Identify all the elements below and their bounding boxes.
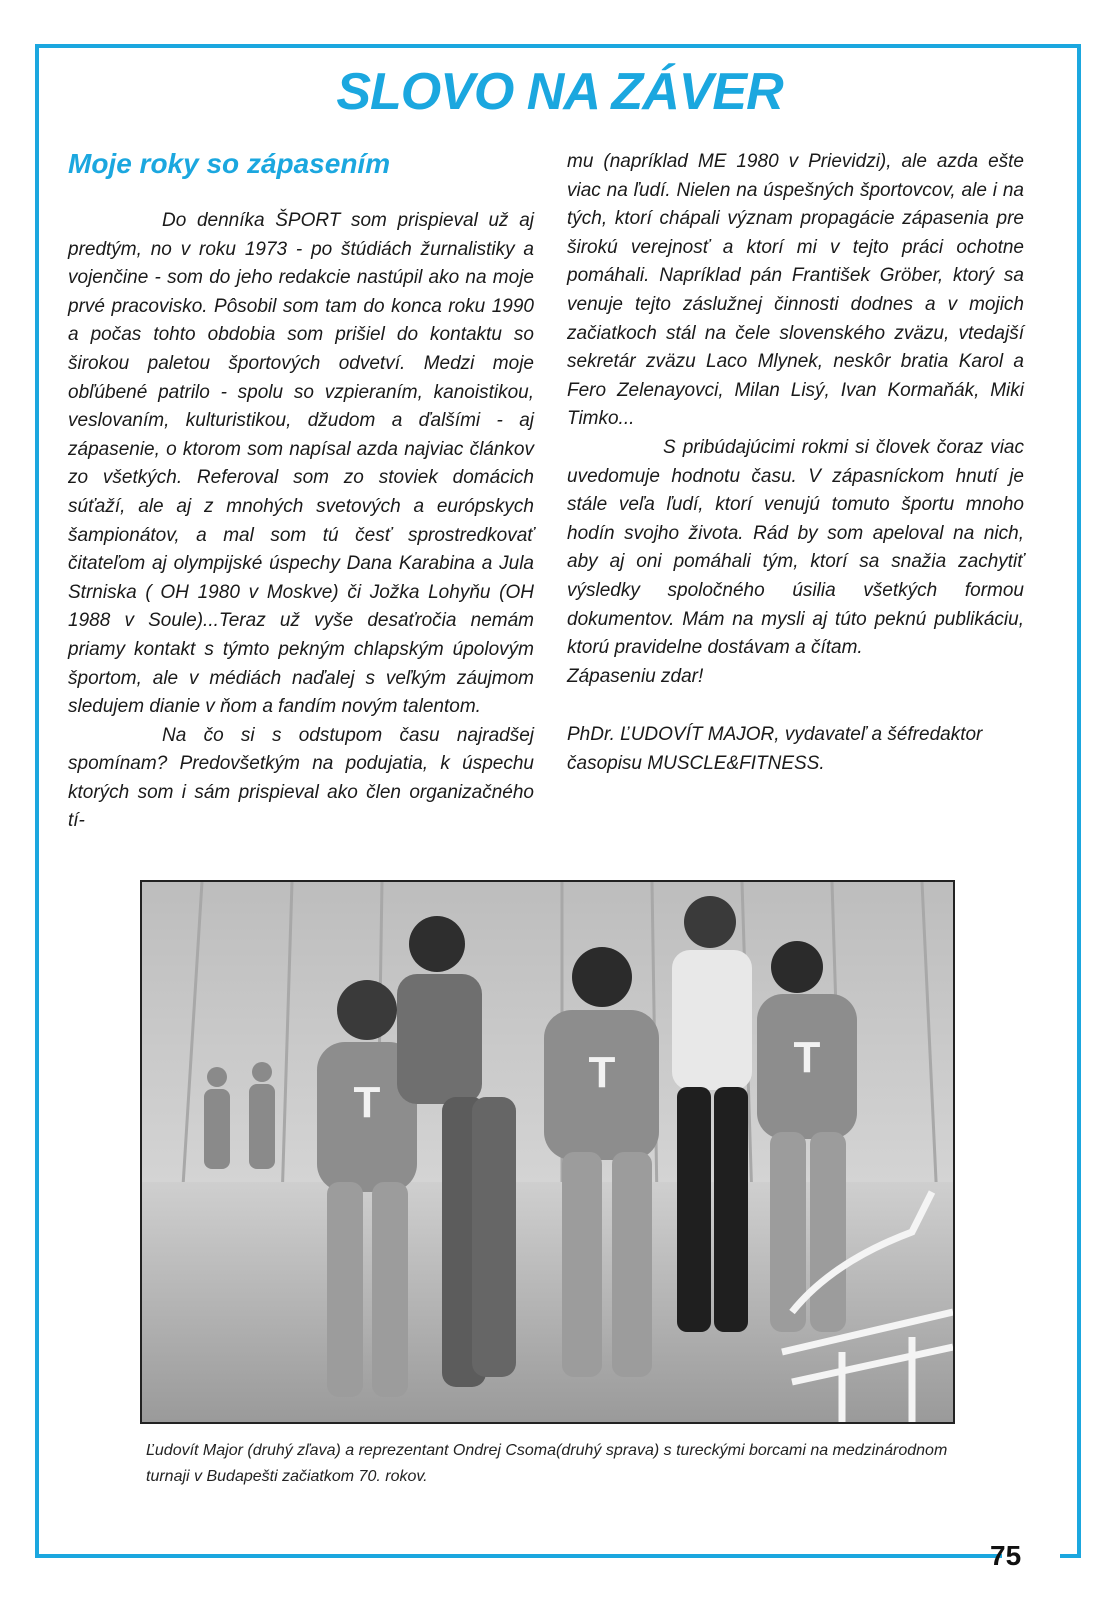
shirt-letter-2: T bbox=[588, 1048, 616, 1097]
team-photo-illustration bbox=[142, 882, 953, 1422]
shirt-letter-3: T bbox=[793, 1033, 821, 1082]
text-column-right bbox=[567, 148, 1024, 778]
page-title: SLOVO NA ZÁVER bbox=[336, 63, 783, 121]
closing-line: Zápaseniu zdar! bbox=[567, 665, 704, 687]
text-column-left bbox=[68, 207, 534, 836]
paragraph-3: S pribúdajúcimi rokmi si človek čoraz viac uvedomuje hodnotu času. V zápasníckom hnutí je stále veľa ľudí, ktorí venujú tomuto športu mnoho hodín svojho života. Rád by som apeloval na nich, aby aj oni pomáhali tým, ktorí sa snažia zachytiť výsledky spoločného úsilia všetkých formou dokumentov. Mám na mysli aj túto peknú publikáciu, ktorú pravidelne dostávam a čítam. bbox=[567, 436, 1024, 659]
author-signature: PhDr. ĽUDOVÍT MAJOR, vydavateľ a šéfredaktor časopisu MUSCLE&FITNESS. bbox=[567, 724, 983, 774]
shirt-letter-1: T bbox=[353, 1078, 381, 1127]
paragraph-1: Do denníka ŠPORT som prispieval už aj predtým, no v roku 1973 - po štúdiách žurnalistiky a vojenčine - som do jeho redakcie nastúpil ako na moje prvé pracovisko. Pôsobil som tam do konca roku 1990 a počas tohto obdobia som prišiel do kontaktu so širokou paletou športových odvetví. Medzi moje obľúbené patrilo - spolu so vzpieraním, kanoistikou, veslovaním, kulturistikou, džudom a ďalšími - aj zápasenie, o ktorom som napísal azda najviac článkov zo všetkých. Referoval som zo stoviek domácich súťaží, ale aj z mnohých svetových a európskych šampionátov, a mal som tú česť sprostredkovať čitateľom aj olympijské úspechy Dana Karabina a Jula Strniska ( OH 1980 v Moskve) či Jožka Lohyňu (OH 1988 v Soule)...Teraz už vyše desaťročia nemám priamy kontakt s týmto pekným chlapským úpolovým športom, ale v médiách naďalej s veľkým záujmom sledujem dianie v ňom a fandím novým talentom. bbox=[68, 210, 534, 718]
article-subtitle: Moje roky so zápasením bbox=[68, 148, 391, 179]
page-number: 75 bbox=[990, 1540, 1022, 1571]
paragraph-2-continued: mu (napríklad ME 1980 v Prievidzi), ale azda ešte viac na ľudí. Nielen na úspešných športovcov, ale i na tých, ktorí chápali význam propagácie zápasenia pre širokú verejnosť a ktorí mi v tejto práci ochotne pomáhali. Napríklad pán František Gröber, ktorý sa venuje tejto záslužnej činnosti dodnes a v mojich začiatkoch stál na čele slovenského zväzu, vtedajší sekretár zväzu Laco Mlynek, neskôr bratia Karol a Fero Zelenayovci, Milan Lisý, Ivan Kormaňák, Miki Timko... bbox=[567, 151, 1024, 430]
team-photo bbox=[140, 880, 955, 1424]
photo-caption: Ľudovít Major (druhý zľava) a reprezentant Ondrej Csoma(druhý sprava) s tureckými borcami na medzinárodnom turnaji v Budapešti začiatkom 70. rokov. bbox=[146, 1442, 948, 1485]
paragraph-2-start: Na čo si s odstupom času najradšej spomínam? Predovšetkým na podujatia, k úspechu ktorých som i sám prispieval ako člen organizačného tí- bbox=[68, 724, 534, 832]
